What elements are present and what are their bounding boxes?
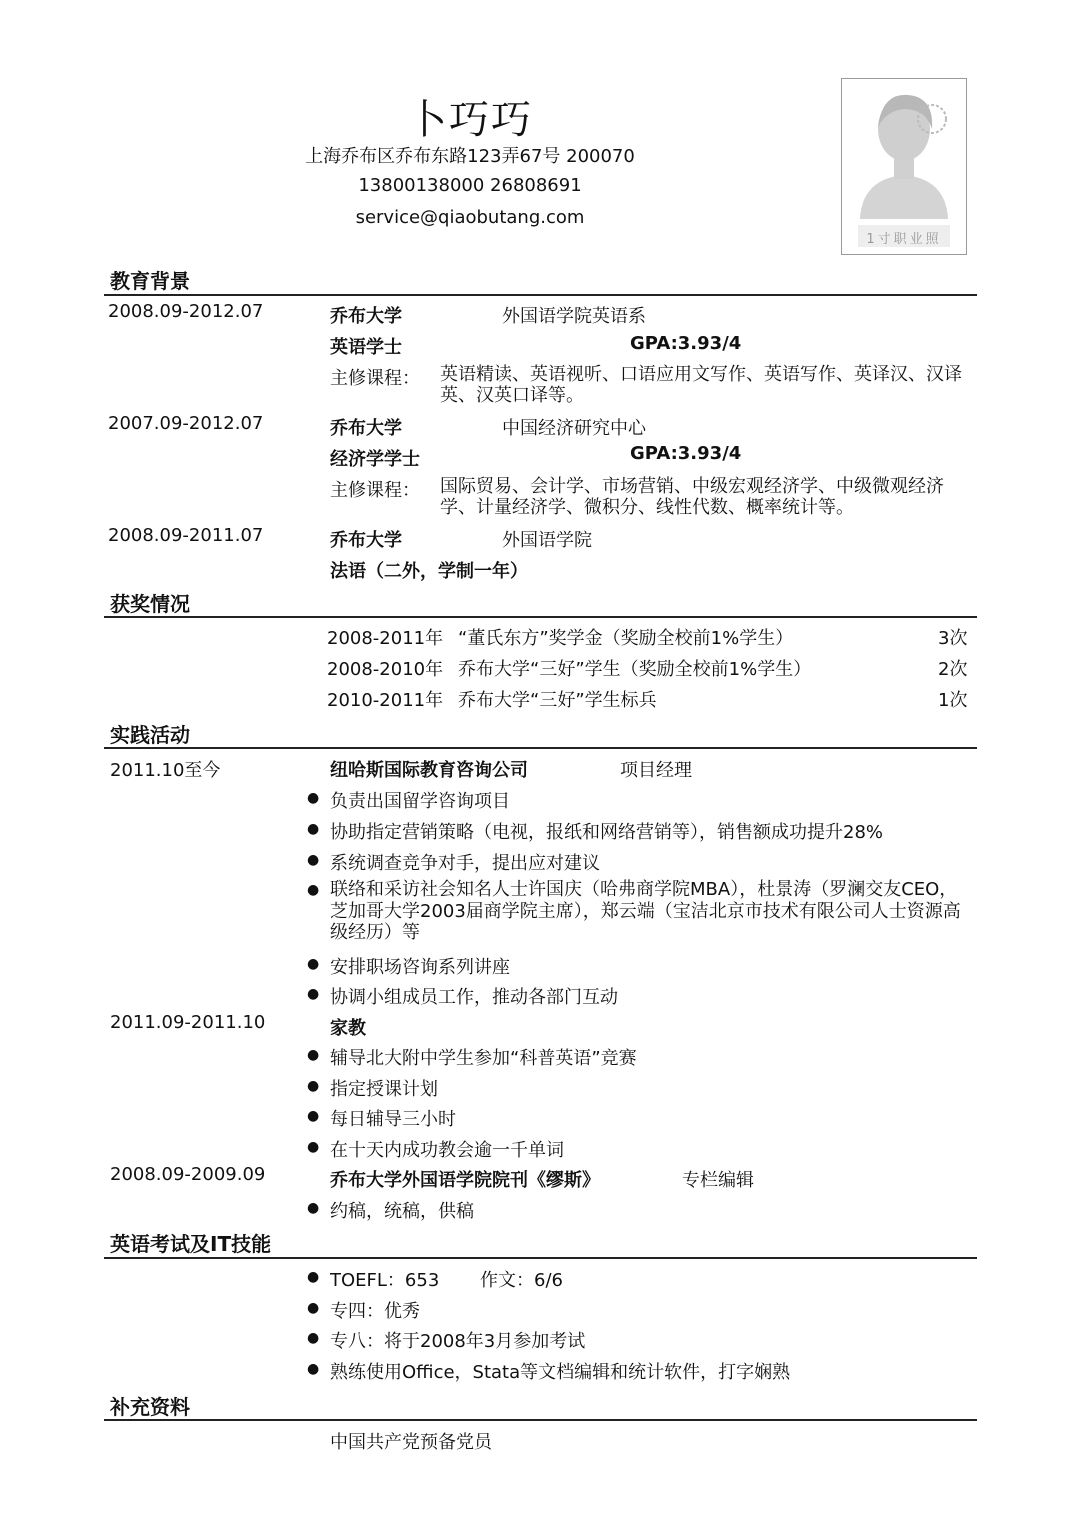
section-title-extra: 补充资料 — [110, 1395, 190, 1419]
edu-school: 乔布大学 — [330, 306, 402, 327]
section-divider — [104, 1257, 977, 1259]
award-desc: “董氏东方”奖学金（奖励全校前1%学生） — [458, 628, 794, 649]
section-divider — [104, 616, 977, 618]
bullet-dot-icon: ● — [307, 986, 320, 1002]
bullet-dot-icon: ● — [307, 1200, 320, 1216]
email: service@qiaobutang.com — [355, 207, 585, 228]
practice-bullet: 在十天内成功教会逾一千单词 — [330, 1140, 564, 1161]
edu-courses: 国际贸易、会计学、市场营销、中级宏观经济学、中级微观经济学、计量经济学、微积分、线性代数、概率统计等。 — [440, 476, 944, 518]
award-count: 1次 — [938, 690, 968, 711]
practice-org: 乔布大学外国语学院院刊《缪斯》 — [330, 1170, 600, 1191]
section-title-practice: 实践活动 — [110, 723, 190, 747]
practice-date: 2011.09-2011.10 — [110, 1012, 266, 1033]
practice-bullet: 每日辅导三小时 — [330, 1109, 456, 1130]
bullet-dot-icon: ● — [307, 1330, 320, 1346]
photo-placeholder — [841, 78, 967, 255]
practice-date: 2008.09-2009.09 — [110, 1164, 266, 1185]
section-divider — [104, 294, 977, 296]
bullet-dot-icon: ● — [307, 1300, 320, 1316]
practice-role: 专栏编辑 — [682, 1170, 754, 1191]
edu-dept: 中国经济研究中心 — [502, 418, 646, 439]
bullet-dot-icon: ● — [307, 882, 320, 898]
practice-bullet: 协助指定营销策略（电视，报纸和网络营销等），销售额成功提升28% — [330, 822, 884, 843]
edu-courses-label: 主修课程： — [330, 368, 420, 389]
bullet-dot-icon: ● — [307, 1108, 320, 1124]
skill-bullet: 熟练使用Office，Stata等文档编辑和统计软件，打字娴熟 — [330, 1362, 791, 1383]
skill-writing: 作文：6/6 — [480, 1270, 563, 1291]
phone-numbers: 13800138000 26808691 — [358, 175, 582, 196]
edu-school: 乔布大学 — [330, 418, 402, 439]
bullet-dot-icon: ● — [307, 1047, 320, 1063]
award-desc: 乔布大学“三好”学生标兵 — [458, 690, 657, 711]
practice-role: 项目经理 — [620, 760, 692, 781]
skill-bullet: 专八：将于2008年3月参加考试 — [330, 1331, 586, 1352]
edu-dept: 外国语学院英语系 — [502, 306, 646, 327]
edu-date: 2007.09-2012.07 — [108, 413, 264, 434]
award-desc: 乔布大学“三好”学生（奖励全校前1%学生） — [458, 659, 812, 680]
award-count: 3次 — [938, 628, 968, 649]
bullet-dot-icon: ● — [307, 1361, 320, 1377]
skill-bullet: 专四：优秀 — [330, 1301, 420, 1322]
practice-bullet: 负责出国留学咨询项目 — [330, 791, 510, 812]
candidate-name: 卜巧巧 — [407, 97, 533, 143]
award-year: 2010-2011年 — [327, 690, 444, 711]
bullet-dot-icon: ● — [307, 1139, 320, 1155]
edu-gpa: GPA:3.93/4 — [630, 333, 742, 354]
bullet-dot-icon: ● — [307, 790, 320, 806]
award-year: 2008-2010年 — [327, 659, 444, 680]
practice-bullet: 指定授课计划 — [330, 1079, 438, 1100]
section-title-skills: 英语考试及IT技能 — [110, 1232, 272, 1256]
bullet-dot-icon: ● — [307, 821, 320, 837]
bullet-dot-icon: ● — [307, 852, 320, 868]
extra-text: 中国共产党预备党员 — [330, 1432, 492, 1453]
edu-date: 2008.09-2012.07 — [108, 301, 264, 322]
edu-courses-label: 主修课程： — [330, 480, 420, 501]
practice-bullet: 联络和采访社会知名人士许国庆（哈弗商学院MBA），杜景涛（罗澜交友CEO，芝加哥大学2003届商学院主席），郑云端（宝洁北京市技术有限公司人士资源高级经历）等 — [330, 879, 961, 943]
edu-degree: 英语学士 — [330, 337, 402, 358]
practice-bullet: 约稿，统稿，供稿 — [330, 1201, 474, 1222]
section-divider — [104, 747, 977, 749]
practice-bullet: 系统调查竞争对手，提出应对建议 — [330, 853, 600, 874]
edu-school: 乔布大学 — [330, 530, 402, 551]
bullet-dot-icon: ● — [307, 1269, 320, 1285]
photo-caption: 1寸职业照 — [866, 232, 942, 247]
section-title-awards: 获奖情况 — [110, 592, 190, 616]
award-year: 2008-2011年 — [327, 628, 444, 649]
practice-org: 家教 — [330, 1018, 366, 1039]
award-count: 2次 — [938, 659, 968, 680]
practice-bullet: 安排职场咨询系列讲座 — [330, 957, 510, 978]
edu-courses: 英语精读、英语视听、口语应用文写作、英语写作、英译汉、汉译英、汉英口译等。 — [440, 364, 962, 406]
bullet-dot-icon: ● — [307, 956, 320, 972]
edu-gpa: GPA:3.93/4 — [630, 443, 742, 464]
section-divider — [104, 1419, 977, 1421]
edu-date: 2008.09-2011.07 — [108, 525, 264, 546]
edu-dept: 外国语学院 — [502, 530, 592, 551]
bullet-dot-icon: ● — [307, 1078, 320, 1094]
practice-bullet: 协调小组成员工作，推动各部门互动 — [330, 987, 618, 1008]
edu-degree: 经济学学士 — [330, 449, 420, 470]
address: 上海乔布区乔布东路123弄67号 200070 — [305, 146, 635, 167]
section-title-education: 教育背景 — [110, 269, 190, 293]
practice-org: 纽哈斯国际教育咨询公司 — [330, 760, 528, 781]
skill-toefl: TOEFL：653 — [330, 1270, 440, 1291]
practice-date: 2011.10至今 — [110, 760, 221, 781]
practice-bullet: 辅导北大附中学生参加“科普英语”竞赛 — [330, 1048, 637, 1069]
edu-degree: 法语（二外，学制一年） — [330, 561, 528, 582]
